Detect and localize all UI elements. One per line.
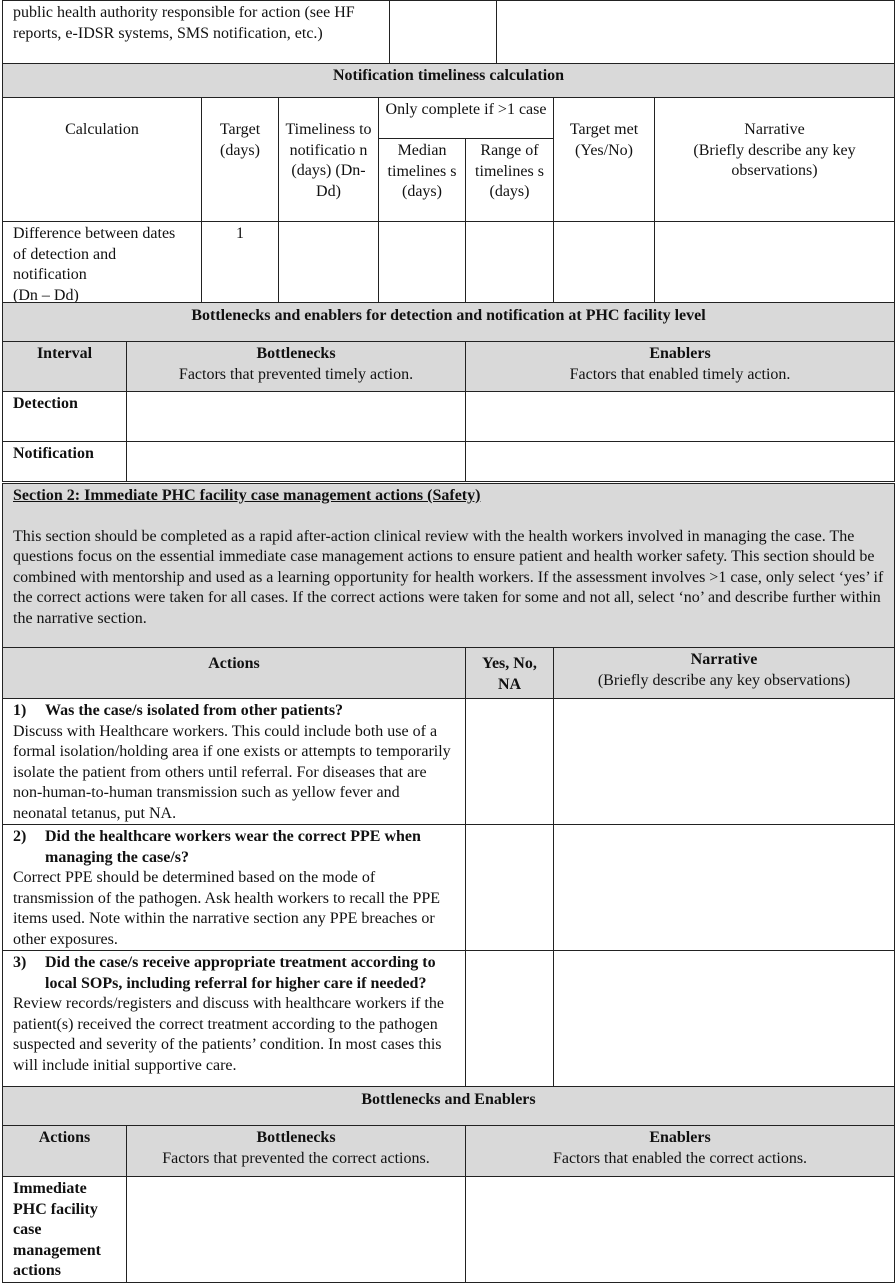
calculation-text: Difference between dates of detection and notification [13,225,176,283]
col-bottlenecks: Bottlenecks Factors that prevented timely action. [127,342,466,392]
header-narrative [655,98,895,222]
question-3-detail: Review records/registers and discuss with healthcare workers if the patient(s) received the correct treatment according to the pathogen suspected and severity of the patients’ condition. In most cases this will include initial supportive care. [13,995,444,1074]
notification-bottlenecks-cell[interactable] [127,442,466,482]
header-narrative-label: Narrative [744,121,805,138]
section2-heading: Section 2: Immediate PHC facility case management actions (Safety) [13,487,481,504]
timeliness-value-cell[interactable] [279,222,379,307]
header-only-complete: Only complete if >1 case [379,98,554,139]
question-3-title: Did the case/s receive appropriate treatment according to local SOPs, including referral for higher care if needed? [45,954,436,992]
target-met-cell[interactable] [554,222,655,307]
row-notification: Notification [3,442,127,482]
top-row-cell-2[interactable] [390,1,497,64]
bottlenecks2-col-enablers: Enablers Factors that enabled the correct actions. [466,1126,895,1177]
notification-enablers-cell[interactable] [466,442,895,482]
question-1-title: Was the case/s isolated from other patients? [45,702,344,719]
calculation-cell [3,222,202,307]
bottlenecks2-row-label: Immediate PHC facility case management actions [3,1177,127,1283]
top-continuation-table [2,0,895,64]
timeliness-table [2,63,895,307]
header-target-met: Target met (Yes/No) [554,98,655,222]
top-row-cell-3[interactable] [497,1,895,64]
timeliness-title: Notification timeliness calculation [3,64,895,98]
question-3: 3) Did the case/s receive appropriate treatment according to local SOPs, including referral for higher care if needed? Review records/registers and discuss with healthcare workers if the patient(s) received the correct treatment according to the pathogen suspected and severity of the patients’ condition. In most cases this will include initial supportive care. [3,951,466,1094]
header-calculation: Calculation [3,98,202,222]
detection-enablers-cell[interactable] [466,392,895,442]
top-row-text: public health authority responsible for action (see HF reports, e-IDSR systems, SMS notification, etc.) [3,1,390,64]
bottlenecks2-bottlenecks-cell[interactable] [127,1177,466,1283]
col-actions: Actions [3,648,466,699]
section2-intro-text: This section should be completed as a rapid after-action clinical review with the health workers involved in managing the case. The questions focus on the essential immediate case management actions to ensure patient and health worker safety. This section should be combined with mentorship and used as a learning opportunity for health workers. If the assessment involves >1 case, only select ‘yes’ if the correct actions were taken for all cases. If the correct actions were taken for some and not all, select ‘no’ and describe further within the narrative section. [13,527,884,627]
question-1-detail: Discuss with Healthcare workers. This could include both use of a formal isolation/holding area if one exists or attempts to temporarily isolate the patient from others until referral. For diseases that are non-human-to-human transmission such as yellow fever and neonatal tetanus, put NA. [13,722,451,822]
col-narrative: Narrative (Briefly describe any key observations) [554,648,895,699]
target-value: 1 [202,222,279,307]
col-enablers: Enablers Factors that enabled timely action. [466,342,895,392]
calculation-formula: (Dn – Dd) [13,286,79,304]
question-3-answer-cell[interactable] [466,951,554,1094]
header-target: Target (days) [202,98,279,222]
question-2-narrative-cell[interactable] [554,825,895,951]
range-value-cell[interactable] [466,222,554,307]
phc-bottlenecks-title: Bottlenecks and enablers for detection and notification at PHC facility level [3,303,895,342]
col-yes-no: Yes, No, NA [466,648,554,699]
section2-intro-table [2,483,895,648]
median-value-cell[interactable] [379,222,466,307]
header-median: Median timelines s (days) [379,139,466,222]
question-2-detail: Correct PPE should be determined based on the mode of transmission of the pathogen. Ask health workers to recall the PPE items used. Note within the narrative section any PPE breaches or other exposures. [13,869,441,948]
question-2-answer-cell[interactable] [466,825,554,951]
section2-intro-cell [3,484,895,648]
question-3-narrative-cell[interactable] [554,951,895,1094]
header-range: Range of timelines s (days) [466,139,554,222]
bottlenecks2-table [2,1086,895,1283]
header-narrative-sub: (Briefly describe any key observations) [693,141,856,179]
row-detection: Detection [3,392,127,442]
bottlenecks2-col-bottlenecks: Bottlenecks Factors that prevented the correct actions. [127,1126,466,1177]
bottlenecks2-enablers-cell[interactable] [466,1177,895,1283]
question-2-title: Did the healthcare workers wear the correct PPE when managing the case/s? [45,828,421,866]
detection-bottlenecks-cell[interactable] [127,392,466,442]
bottlenecks2-title: Bottlenecks and Enablers [3,1087,895,1126]
phc-bottlenecks-table [2,302,895,482]
bottlenecks2-col-actions: Actions [3,1126,127,1177]
question-2: 2) Did the healthcare workers wear the correct PPE when managing the case/s? Correct PPE should be determined based on the mode of transmission of the pathogen. Ask health workers to recall the PPE items used. Note within the narrative section any PPE breaches or other exposures. [3,825,466,951]
narrative-value-cell[interactable] [655,222,895,307]
question-1-narrative-cell[interactable] [554,699,895,825]
header-timeliness: Timeliness to notificatio n (days) (Dn-Dd) [279,98,379,222]
question-1: 1) Was the case/s isolated from other patients? Discuss with Healthcare workers. This could include both use of a formal isolation/holding area if one exists or attempts to temporarily isolate the patient from others until referral. For diseases that are non-human-to-human transmission such as yellow fever and neonatal tetanus, put NA. [3,699,466,825]
actions-table [2,647,895,1094]
question-1-answer-cell[interactable] [466,699,554,825]
col-interval: Interval [3,342,127,392]
